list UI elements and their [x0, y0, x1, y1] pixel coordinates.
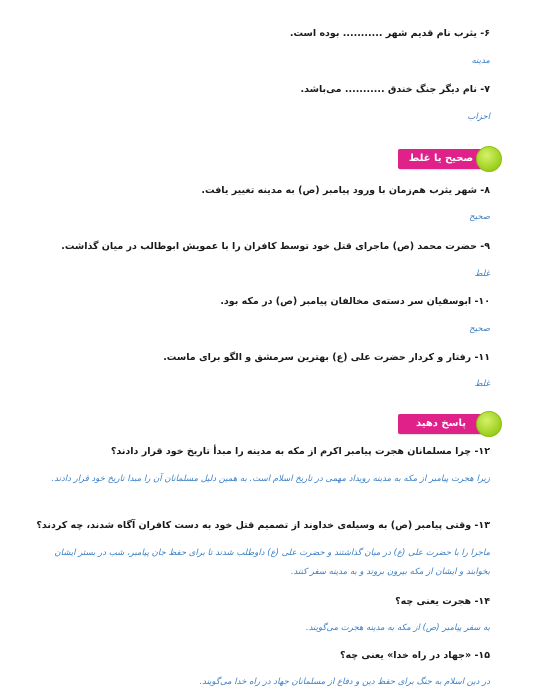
answer-10: صحیح — [469, 324, 490, 334]
banner-circle-icon — [476, 146, 502, 172]
section-title-answer: پاسخ دهید — [398, 414, 484, 434]
answer-8: صحیح — [469, 212, 490, 222]
answer-7: احزاب — [467, 112, 490, 122]
question-11: ۱۱- رفتار و کردار حضرت علی (ع) بهترین سرمشق و الگو برای ماست. — [163, 352, 490, 363]
question-8: ۸- شهر یثرب هم‌زمان با ورود پیامبر (ص) به مدینه تغییر یافت. — [201, 185, 490, 196]
banner-circle-icon — [476, 411, 502, 437]
question-12: ۱۲- چرا مسلمانان هجرت پیامبر اکرم از مکه به مدینه را مبدأ تاریخ خود قرار دادند؟ — [110, 446, 490, 457]
section-banner-answer — [394, 412, 492, 438]
question-15: ۱۵- «جهاد در راه خدا» یعنی چه؟ — [339, 650, 490, 661]
section-title-true-false: صحیح یا غلط — [398, 149, 484, 169]
answer-13: ماجرا را با حضرت علی (ع) در میان گذاشتند و حضرت علی (ع) داوطلب شدند تا برای حفظ جان پیامبر، شب در بستر ایشان بخوابند و ایشان از مکه بیرون بروند و به مدینه سفر کنند. — [54, 548, 490, 577]
section-banner-true-false — [394, 147, 492, 173]
answer-15: در دین اسلام به جنگ برای حفظ دین و دفاع از مسلمانان جهاد در راه خدا می‌گویند. — [199, 677, 490, 687]
answer-11: غلط — [474, 379, 490, 389]
question-6: ۶- یثرب نام قدیم شهر ........... بوده است. — [289, 28, 490, 39]
question-10: ۱۰- ابوسفیان سر دسته‌ی مخالفان پیامبر (ص) در مکه بود. — [220, 296, 490, 307]
question-7: ۷- نام دیگر جنگ خندق ........... می‌باشد. — [300, 84, 490, 95]
answer-9: غلط — [474, 269, 490, 279]
question-9: ۹- حضرت محمد (ص) ماجرای قتل خود توسط کافران را با عمویش ابوطالب در میان گذاشت. — [61, 241, 490, 252]
question-13: ۱۳- وقتی پیامبر (ص) به وسیله‌ی خداوند از تصمیم قتل خود به دست کافران آگاه شدند، چه کردند؟ — [36, 520, 490, 531]
answer-6: مدینه — [471, 56, 490, 66]
answer-14: به سفر پیامبر (ص) از مکه به مدینه هجرت می‌گویند. — [305, 623, 490, 633]
question-14: ۱۴- هجرت یعنی چه؟ — [395, 596, 490, 607]
answer-12: زیرا هجرت پیامبر از مکه به مدینه رویداد مهمی در تاریخ اسلام است. به همین دلیل مسلمانان آن را مبدا تاریخ خود قرار دادند. — [51, 474, 490, 484]
